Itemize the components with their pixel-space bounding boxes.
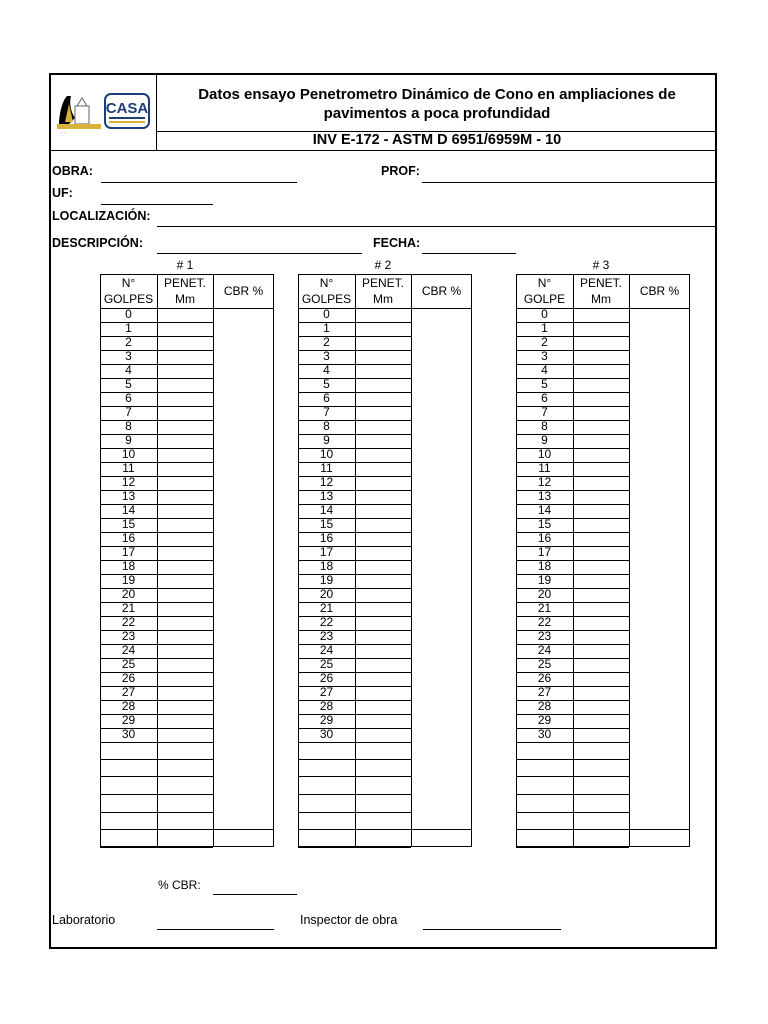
penet-input-cell[interactable] <box>157 308 213 322</box>
penet-input-cell[interactable] <box>573 700 629 714</box>
penet-input-cell[interactable] <box>157 602 213 616</box>
row-golpes-value: 25 <box>121 657 136 671</box>
blank-row[interactable] <box>516 829 629 847</box>
row-golpes-value: 16 <box>319 531 334 545</box>
penet-input-cell[interactable] <box>355 588 411 602</box>
penet-input-cell[interactable] <box>157 728 213 742</box>
row-golpes-value: 3 <box>323 349 330 363</box>
row-golpes-value: 15 <box>121 517 136 531</box>
laboratorio-label: Laboratorio <box>52 913 116 927</box>
row-golpes-value: 28 <box>319 699 334 713</box>
row-golpes-value: 11 <box>538 461 551 475</box>
row-golpes-value: 8 <box>323 419 330 433</box>
penet-input-cell[interactable] <box>355 714 411 728</box>
row-golpes-value: 18 <box>319 559 334 573</box>
blank-row[interactable] <box>516 794 629 812</box>
cbr-input-area[interactable] <box>411 308 472 847</box>
row-golpes-value: 22 <box>319 615 334 629</box>
penet-input-cell[interactable] <box>355 504 411 518</box>
row-golpes-value: 0 <box>323 307 330 321</box>
penet-input-cell[interactable] <box>573 392 629 406</box>
penet-input-cell[interactable] <box>355 518 411 532</box>
company-logo <box>53 82 153 144</box>
row-golpes-value: 22 <box>121 615 136 629</box>
row-golpes-value: 5 <box>125 377 132 391</box>
col-header-penet: PENET. Mm <box>579 276 622 306</box>
penet-input-cell[interactable] <box>573 616 629 630</box>
penet-input-cell[interactable] <box>573 658 629 672</box>
row-golpes-value: 4 <box>541 363 548 377</box>
row-golpes-value: 19 <box>537 573 552 587</box>
row-golpes-value: 7 <box>125 405 132 419</box>
penet-input-cell[interactable] <box>157 532 213 546</box>
penet-input-cell[interactable] <box>157 700 213 714</box>
penet-input-cell[interactable] <box>355 672 411 686</box>
penet-input-cell[interactable] <box>355 686 411 700</box>
penet-input-cell[interactable] <box>157 406 213 420</box>
blank-row[interactable] <box>516 776 629 794</box>
penet-input-cell[interactable] <box>157 378 213 392</box>
row-golpes-value: 20 <box>319 587 334 601</box>
penet-input-cell[interactable] <box>573 602 629 616</box>
blank-row[interactable] <box>298 759 411 776</box>
penet-input-cell[interactable] <box>573 476 629 490</box>
localizacion-label: LOCALIZACIÓN: <box>52 209 151 223</box>
row-golpes-value: 15 <box>537 517 552 531</box>
col-header-penet: PENET. Mm <box>361 276 404 306</box>
penet-input-cell[interactable] <box>355 658 411 672</box>
penet-input-cell[interactable] <box>355 308 411 322</box>
header-bottom-line <box>50 150 716 151</box>
penet-input-cell[interactable] <box>573 560 629 574</box>
blank-row[interactable] <box>100 829 213 847</box>
row-golpes-value: 10 <box>121 447 136 461</box>
blank-row[interactable] <box>516 759 629 776</box>
penet-input-cell[interactable] <box>157 518 213 532</box>
row-golpes-value: 13 <box>537 489 552 503</box>
penet-input-cell[interactable] <box>157 546 213 560</box>
row-golpes-value: 21 <box>319 601 334 615</box>
penet-input-cell[interactable] <box>573 504 629 518</box>
penet-input-cell[interactable] <box>573 518 629 532</box>
penet-input-cell[interactable] <box>355 616 411 630</box>
penet-input-cell[interactable] <box>355 532 411 546</box>
row-golpes-value: 18 <box>121 559 136 573</box>
row-golpes-value: 17 <box>319 545 334 559</box>
row-golpes-value: 2 <box>323 335 330 349</box>
blank-row[interactable] <box>298 742 411 759</box>
row-golpes-value: 23 <box>121 629 136 643</box>
penet-input-cell[interactable] <box>157 448 213 462</box>
row-golpes-value: 12 <box>537 475 552 489</box>
penet-input-cell[interactable] <box>573 350 629 364</box>
row-golpes-value: 28 <box>121 699 136 713</box>
row-golpes-value: 19 <box>319 573 334 587</box>
penet-input-cell[interactable] <box>157 434 213 448</box>
row-golpes-value: 0 <box>125 307 132 321</box>
cbr-summary-label: % CBR: <box>158 878 201 892</box>
row-golpes-value: 14 <box>319 503 334 517</box>
row-golpes-value: 15 <box>319 517 334 531</box>
row-golpes-value: 16 <box>537 531 552 545</box>
laboratorio-signature-field[interactable] <box>157 929 274 930</box>
penet-input-cell[interactable] <box>573 322 629 336</box>
penet-input-cell[interactable] <box>355 560 411 574</box>
row-golpes-value: 20 <box>537 587 552 601</box>
row-golpes-value: 30 <box>121 727 136 741</box>
blank-row[interactable] <box>100 794 213 812</box>
penet-input-cell[interactable] <box>157 462 213 476</box>
prof-label: PROF: <box>381 164 420 178</box>
row-golpes-value: 12 <box>121 475 136 489</box>
penet-input-cell[interactable] <box>573 364 629 378</box>
col-header-cbr: CBR % <box>223 284 264 298</box>
penet-input-cell[interactable] <box>573 630 629 644</box>
blank-row[interactable] <box>100 759 213 776</box>
row-golpes-value: 6 <box>541 391 548 405</box>
penet-input-cell[interactable] <box>157 588 213 602</box>
row-golpes-value: 24 <box>121 643 136 657</box>
row-golpes-value: 5 <box>323 377 330 391</box>
penet-input-cell[interactable] <box>355 700 411 714</box>
row-golpes-value: 28 <box>537 699 552 713</box>
penet-input-cell[interactable] <box>573 574 629 588</box>
penet-input-cell[interactable] <box>573 672 629 686</box>
penet-input-cell[interactable] <box>355 322 411 336</box>
row-golpes-value: 29 <box>537 713 552 727</box>
penet-input-cell[interactable] <box>355 602 411 616</box>
row-golpes-value: 20 <box>121 587 136 601</box>
localizacion-field[interactable] <box>157 226 716 227</box>
cbr-input-area[interactable] <box>629 308 690 847</box>
inspector-signature-field[interactable] <box>423 929 561 930</box>
uf-label: UF: <box>52 186 73 200</box>
col-header-golpes: N° GOLPES <box>103 276 154 306</box>
penet-input-cell[interactable] <box>355 392 411 406</box>
row-golpes-value: 26 <box>121 671 136 685</box>
penet-input-cell[interactable] <box>157 560 213 574</box>
row-golpes-value: 8 <box>541 419 548 433</box>
col-header-penet: PENET. Mm <box>163 276 206 306</box>
penet-input-cell[interactable] <box>573 728 629 742</box>
row-golpes-value: 7 <box>323 405 330 419</box>
penet-input-cell[interactable] <box>157 616 213 630</box>
row-golpes-value: 24 <box>537 643 552 657</box>
row-line <box>516 847 629 848</box>
penet-input-cell[interactable] <box>573 546 629 560</box>
blank-row[interactable] <box>298 794 411 812</box>
row-golpes-value: 3 <box>125 349 132 363</box>
blank-row[interactable] <box>298 776 411 794</box>
row-golpes-value: 16 <box>121 531 136 545</box>
row-golpes-value: 27 <box>319 685 334 699</box>
row-golpes-value: 25 <box>319 657 334 671</box>
penet-input-cell[interactable] <box>157 490 213 504</box>
row-golpes-value: 27 <box>121 685 136 699</box>
descripcion-field[interactable] <box>157 253 362 254</box>
row-golpes-value: 29 <box>319 713 334 727</box>
penet-input-cell[interactable] <box>355 630 411 644</box>
penet-input-cell[interactable] <box>157 686 213 700</box>
penet-input-cell[interactable] <box>573 714 629 728</box>
prof-field[interactable] <box>422 182 716 183</box>
penet-input-cell[interactable] <box>157 658 213 672</box>
penet-input-cell[interactable] <box>355 350 411 364</box>
row-golpes-value: 24 <box>319 643 334 657</box>
blank-row[interactable] <box>298 829 411 847</box>
row-golpes-value: 26 <box>319 671 334 685</box>
penet-input-cell[interactable] <box>355 378 411 392</box>
row-golpes-value: 13 <box>121 489 136 503</box>
descripcion-label: DESCRIPCIÓN: <box>52 236 143 250</box>
penet-input-cell[interactable] <box>355 546 411 560</box>
row-golpes-value: 8 <box>125 419 132 433</box>
penet-input-cell[interactable] <box>355 728 411 742</box>
penet-input-cell[interactable] <box>573 434 629 448</box>
row-golpes-value: 13 <box>319 489 334 503</box>
fecha-field[interactable] <box>422 253 516 254</box>
logo-text: CASA <box>105 100 149 117</box>
penet-input-cell[interactable] <box>573 378 629 392</box>
cbr-input-area[interactable] <box>213 308 274 847</box>
penet-input-cell[interactable] <box>355 448 411 462</box>
penet-input-cell[interactable] <box>573 588 629 602</box>
row-golpes-value: 1 <box>125 321 132 335</box>
row-golpes-value: 6 <box>323 391 330 405</box>
penet-input-cell[interactable] <box>157 672 213 686</box>
col-header-golpes: N° GOLPE <box>523 276 566 306</box>
inspector-label: Inspector de obra <box>300 913 398 927</box>
penet-input-cell[interactable] <box>157 336 213 350</box>
penet-input-cell[interactable] <box>573 406 629 420</box>
penet-input-cell[interactable] <box>355 364 411 378</box>
row-golpes-value: 30 <box>537 727 552 741</box>
row-golpes-value: 29 <box>121 713 136 727</box>
penet-input-cell[interactable] <box>355 336 411 350</box>
penet-input-cell[interactable] <box>355 574 411 588</box>
table-label: # 1 <box>176 258 194 272</box>
row-golpes-value: 21 <box>537 601 552 615</box>
penet-input-cell[interactable] <box>157 420 213 434</box>
blank-row[interactable] <box>100 742 213 759</box>
row-golpes-value: 17 <box>121 545 136 559</box>
penet-input-cell[interactable] <box>157 574 213 588</box>
penet-input-cell[interactable] <box>157 504 213 518</box>
row-golpes-value: 27 <box>537 685 552 699</box>
row-golpes-value: 9 <box>323 433 330 447</box>
row-golpes-value: 21 <box>121 601 136 615</box>
row-golpes-value: 9 <box>541 433 548 447</box>
row-golpes-value: 14 <box>121 503 136 517</box>
blank-row[interactable] <box>100 776 213 794</box>
penet-input-cell[interactable] <box>573 532 629 546</box>
row-golpes-value: 11 <box>320 461 333 475</box>
penet-input-cell[interactable] <box>157 364 213 378</box>
row-golpes-value: 18 <box>537 559 552 573</box>
row-golpes-value: 6 <box>125 391 132 405</box>
row-golpes-value: 2 <box>541 335 548 349</box>
penet-input-cell[interactable] <box>355 462 411 476</box>
penet-input-cell[interactable] <box>157 350 213 364</box>
row-golpes-value: 25 <box>537 657 552 671</box>
penet-input-cell[interactable] <box>573 462 629 476</box>
row-golpes-value: 1 <box>541 321 548 335</box>
row-golpes-value: 4 <box>323 363 330 377</box>
penet-input-cell[interactable] <box>355 420 411 434</box>
col-header-golpes: N° GOLPES <box>301 276 352 306</box>
penet-input-cell[interactable] <box>573 420 629 434</box>
blank-row[interactable] <box>298 812 411 829</box>
row-golpes-value: 23 <box>537 629 552 643</box>
row-golpes-value: 19 <box>121 573 136 587</box>
row-golpes-value: 5 <box>541 377 548 391</box>
penet-input-cell[interactable] <box>157 322 213 336</box>
row-golpes-value: 12 <box>319 475 334 489</box>
penet-input-cell[interactable] <box>157 714 213 728</box>
row-golpes-value: 30 <box>319 727 334 741</box>
col-header-cbr: CBR % <box>421 284 462 298</box>
penet-input-cell[interactable] <box>573 308 629 322</box>
row-line <box>298 847 411 848</box>
blank-row[interactable] <box>516 812 629 829</box>
penet-input-cell[interactable] <box>573 490 629 504</box>
penet-input-cell[interactable] <box>355 434 411 448</box>
penet-input-cell[interactable] <box>355 490 411 504</box>
row-golpes-value: 4 <box>125 363 132 377</box>
row-golpes-value: 2 <box>125 335 132 349</box>
table-label: # 2 <box>374 258 392 272</box>
penet-input-cell[interactable] <box>355 406 411 420</box>
obra-label: OBRA: <box>52 164 93 178</box>
penet-input-cell[interactable] <box>573 336 629 350</box>
row-golpes-value: 14 <box>537 503 552 517</box>
uf-field[interactable] <box>101 204 213 205</box>
penet-input-cell[interactable] <box>573 686 629 700</box>
penet-input-cell[interactable] <box>573 448 629 462</box>
cbr-summary-field[interactable] <box>213 894 297 895</box>
table-label: # 3 <box>592 258 610 272</box>
penet-input-cell[interactable] <box>355 644 411 658</box>
row-golpes-value: 22 <box>537 615 552 629</box>
svg-text:·····: ····· <box>61 130 68 135</box>
penet-input-cell[interactable] <box>355 476 411 490</box>
fecha-label: FECHA: <box>373 236 421 250</box>
row-golpes-value: 10 <box>319 447 334 461</box>
row-golpes-value: 0 <box>541 307 548 321</box>
page-title: Datos ensayo Penetrometro Dinámico de Cono en ampliaciones de pavimentos a poca profundidad <box>198 86 676 122</box>
row-golpes-value: 3 <box>541 349 548 363</box>
row-golpes-value: 26 <box>537 671 552 685</box>
row-golpes-value: 9 <box>125 433 132 447</box>
penet-input-cell[interactable] <box>573 644 629 658</box>
row-line <box>100 847 213 848</box>
col-header-cbr: CBR % <box>639 284 680 298</box>
obra-field[interactable] <box>101 182 297 183</box>
penet-input-cell[interactable] <box>157 644 213 658</box>
row-golpes-value: 17 <box>537 545 552 559</box>
row-golpes-value: 10 <box>537 447 552 461</box>
penet-input-cell[interactable] <box>157 476 213 490</box>
standard-code: INV E-172 - ASTM D 6951/6959M - 10 <box>312 132 562 148</box>
row-golpes-value: 7 <box>541 405 548 419</box>
row-golpes-value: 23 <box>319 629 334 643</box>
header-logo-divider <box>156 74 157 150</box>
row-golpes-value: 11 <box>122 461 135 475</box>
blank-row[interactable] <box>516 742 629 759</box>
row-golpes-value: 1 <box>323 321 330 335</box>
blank-row[interactable] <box>100 812 213 829</box>
penet-input-cell[interactable] <box>157 392 213 406</box>
penet-input-cell[interactable] <box>157 630 213 644</box>
